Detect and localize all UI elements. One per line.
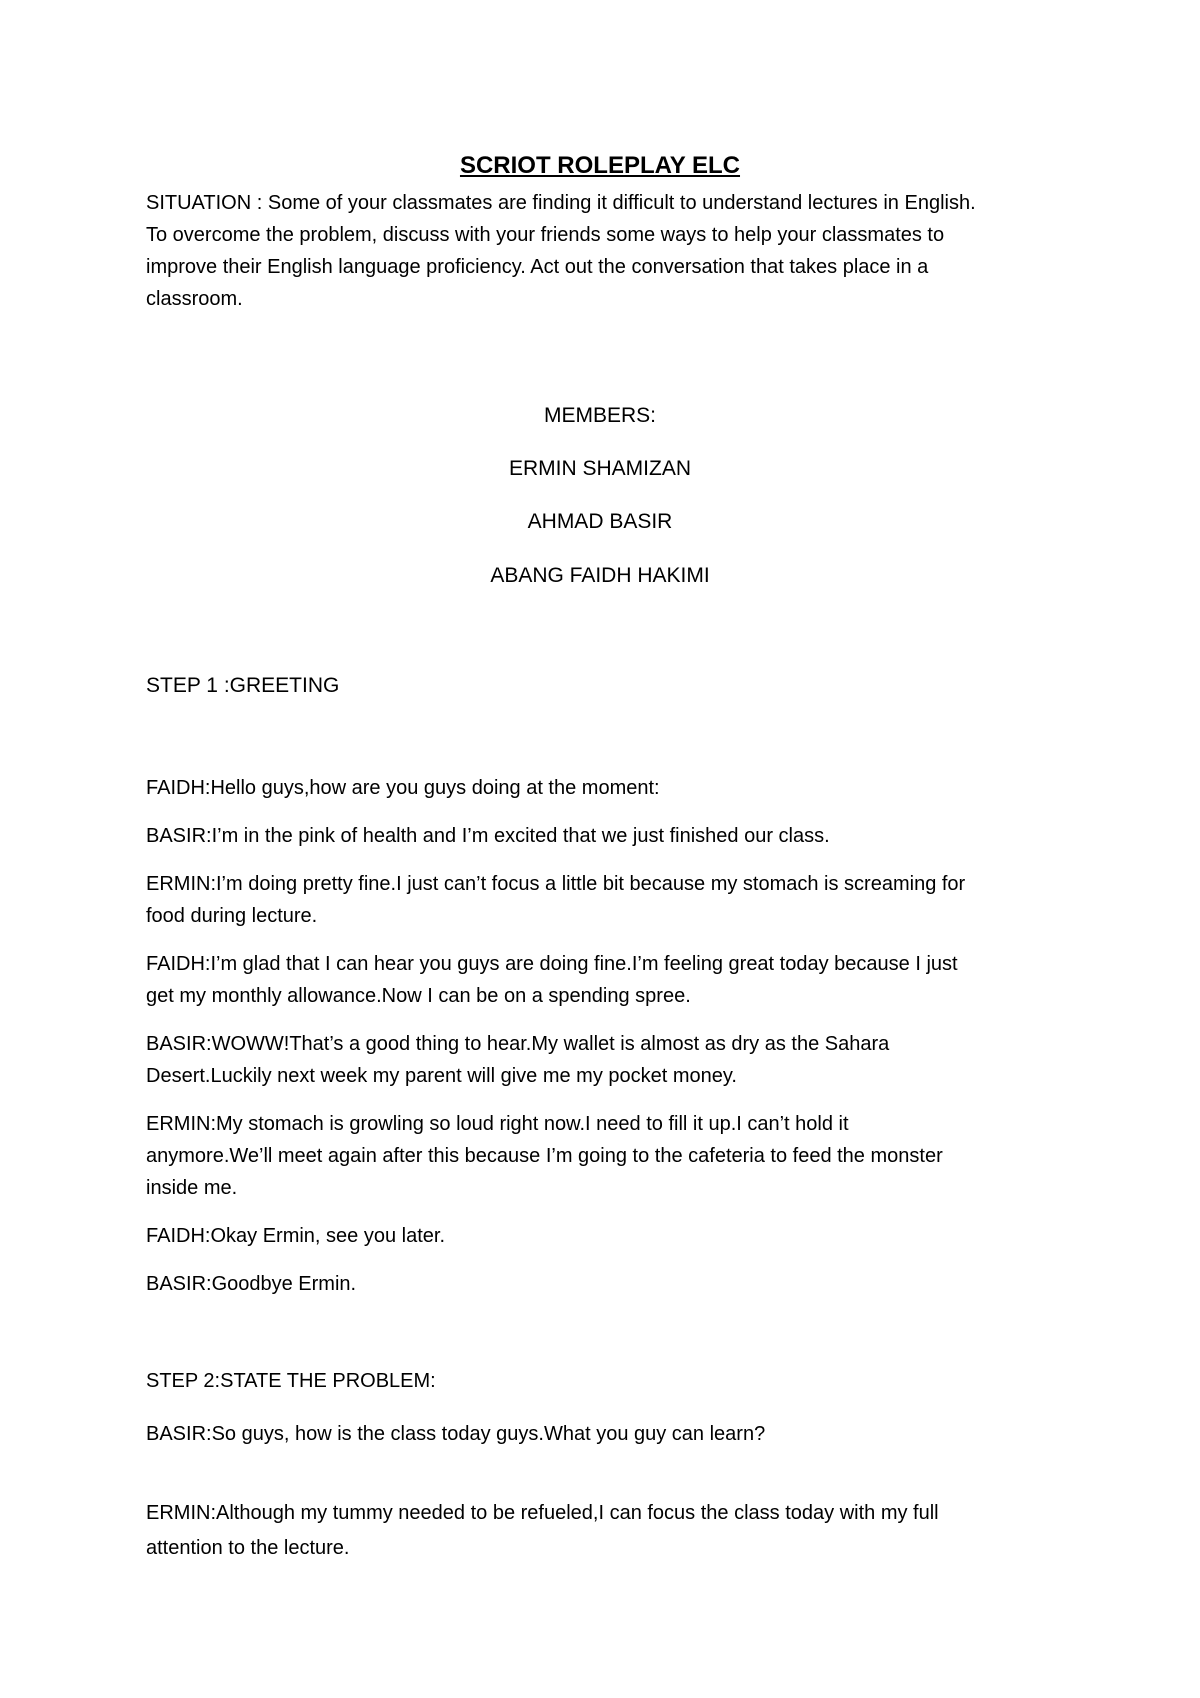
dialogue-line: get my monthly allowance.Now I can be on a spending spree. [146, 985, 691, 1007]
dialogue-line: attention to the lecture. [146, 1537, 350, 1559]
dialogue-line: BASIR:Goodbye Ermin. [146, 1273, 357, 1295]
dialogue-line: BASIR:I’m in the pink of health and I’m excited that we just finished our class. [146, 825, 830, 847]
situation-line: improve their English language proficiency. Act out the conversation that takes place in a [146, 256, 929, 278]
situation-line: SITUATION : Some of your classmates are finding it difficult to understand lectures in English. [146, 192, 976, 214]
dialogue-line: ERMIN:I’m doing pretty fine.I just can’t focus a little bit because my stomach is screaming for [146, 873, 966, 895]
document-title: SCRIOT ROLEPLAY ELC [459, 152, 741, 179]
dialogue-line: anymore.We’ll meet again after this because I’m going to the cafeteria to feed the monster [146, 1145, 943, 1167]
step1-heading: STEP 1 :GREETING [146, 674, 340, 697]
member-name: AHMAD BASIR [527, 510, 673, 533]
dialogue-line: FAIDH:I’m glad that I can hear you guys are doing fine.I’m feeling great today because I just [146, 953, 958, 975]
member-name: ABANG FAIDH HAKIMI [490, 564, 710, 587]
dialogue-line: Desert.Luckily next week my parent will give me my pocket money. [146, 1065, 737, 1087]
dialogue-line: ERMIN:My stomach is growling so loud right now.I need to fill it up.I can’t hold it [146, 1113, 849, 1135]
dialogue-line: BASIR:So guys, how is the class today guys.What you guy can learn? [146, 1423, 766, 1445]
member-name: ERMIN SHAMIZAN [508, 457, 691, 480]
dialogue-line: food during lecture. [146, 905, 318, 927]
step2-heading: STEP 2:STATE THE PROBLEM: [146, 1370, 436, 1392]
dialogue-line: ERMIN:Although my tummy needed to be refueled,I can focus the class today with my full [146, 1502, 939, 1524]
dialogue-line: FAIDH:Okay Ermin, see you later. [146, 1225, 445, 1247]
members-heading: MEMBERS: [543, 404, 656, 427]
dialogue-line: inside me. [146, 1177, 238, 1199]
dialogue-line: BASIR:WOWW!That’s a good thing to hear.My wallet is almost as dry as the Sahara [146, 1033, 890, 1055]
situation-line: To overcome the problem, discuss with your friends some ways to help your classmates to [146, 224, 945, 246]
situation-line: classroom. [146, 288, 243, 310]
dialogue-line: FAIDH:Hello guys,how are you guys doing at the moment: [146, 777, 660, 799]
